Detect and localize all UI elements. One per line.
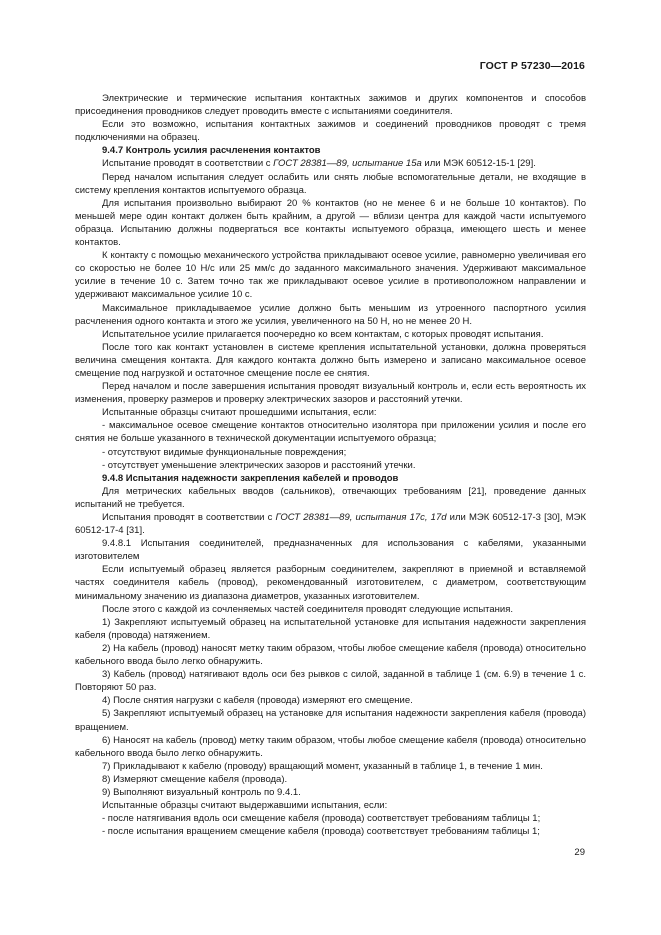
body-paragraph xyxy=(75,734,586,760)
paragraph-text: 4) После снятия нагрузки с кабеля (провода) измеряют его смещение. xyxy=(102,695,413,707)
paragraph-text: Для испытания произвольно выбирают 20 % контактов (но не менее 6 и не больше 10 контактов). По меньшей мере один контакт должен быть крайним, а другой — вблизи центра для каждой части испытуемого образца. Испытанию должны подвергаться все контакты испытуемого образца, имеющего шесть и менее контактов. xyxy=(75,197,586,249)
paragraph-text: Испытанные образцы считают прошедшими испытания, если: xyxy=(102,407,377,419)
paragraph-text: 9.4.8 Испытания надежности закрепления кабелей и проводов xyxy=(102,472,399,484)
paragraph-text: Испытания проводят в соответствии с xyxy=(102,512,276,523)
body-paragraph xyxy=(75,341,586,380)
section-heading xyxy=(75,144,586,157)
body-paragraph xyxy=(75,171,586,197)
body-paragraph xyxy=(75,249,586,301)
paragraph-text: Перед началом испытания следует ослабить или снять любые вспомогательные детали, не входящие в систему крепления контактов испытуемого образца. xyxy=(75,171,586,196)
body-paragraph xyxy=(75,406,586,419)
body-paragraph xyxy=(75,799,586,812)
body-paragraph xyxy=(75,459,586,472)
body-paragraph xyxy=(75,511,586,537)
paragraph-text: После того как контакт установлен в системе крепления испытательной установки, должна проверяться величина смещения контакта. Для каждого контакта должно быть измерено и записано максимальное осевое смещение под нагрузкой и остаточное смещение после ее снятия. xyxy=(75,341,586,379)
paragraph-text: 2) На кабель (провод) наносят метку таким образом, чтобы любое смещение кабеля (провода) относительно кабельного ввода было легко обнаружить. xyxy=(75,642,586,668)
paragraph-text: 9.4.7 Контроль усилия расчленения контактов xyxy=(102,145,321,157)
paragraph-text: После этого с каждой из сочленяемых частей соединителя проводят следующие испытания. xyxy=(102,603,514,615)
body-paragraph xyxy=(75,446,586,459)
paragraph-text: 5) Закрепляют испытуемый образец на установке для испытания надежности закрепления кабеля (провода) вращением. xyxy=(75,708,586,733)
paragraph-text: или МЭК 60512-15-1 [29]. xyxy=(421,158,536,170)
paragraph-text: или МЭК 60512-17-3 [30], МЭК 60512-17-4 [31]. xyxy=(75,512,586,537)
paragraph-text: 9) Выполняют визуальный контроль по 9.4.1. xyxy=(102,786,301,798)
paragraph-text: - после натягивания вдоль оси смещение кабеля (провода) соответствует требованиям таблицы 1; xyxy=(102,813,541,825)
body-paragraph xyxy=(75,92,586,118)
page-number: 29 xyxy=(574,847,585,858)
body-paragraph xyxy=(75,328,586,341)
paragraph-text: Для метрических кабельных вводов (сальников), отвечающих требованиям [21], проведение данных испытаний не требуется. xyxy=(75,485,586,510)
paragraph-text: Испытание проводят в соответствии с xyxy=(102,158,274,170)
body-paragraph xyxy=(75,694,586,707)
paragraph-text: - максимальное осевое смещение контактов относительно изолятора при приложении усилия и после его снятия не больше указанного в технической документации испытуемого образца; xyxy=(75,420,586,445)
reference-text: ГОСТ 28381—89, испытания 17с, 17d xyxy=(275,512,447,523)
body-paragraph xyxy=(75,537,586,563)
paragraph-text: - отсутствует уменьшение электрических зазоров и расстояний утечки. xyxy=(102,459,416,471)
body-paragraph xyxy=(75,419,586,445)
paragraph-text: Испытанные образцы считают выдержавшими испытания, если: xyxy=(102,800,388,812)
body-paragraph xyxy=(75,642,586,668)
standard-designation: ГОСТ Р 57230—2016 xyxy=(479,60,585,72)
paragraph-text: Если это возможно, испытания контактных зажимов и соединений проводников проводят с тремя подключениями на образец. xyxy=(75,119,586,144)
body-paragraph xyxy=(75,773,586,786)
paragraph-text: 9.4.8.1 Испытания соединителей, предназначенных для использования с кабелями, указанными изготовителем xyxy=(75,538,586,563)
body-paragraph xyxy=(75,668,586,694)
body-paragraph xyxy=(75,157,586,170)
body-paragraph xyxy=(75,707,586,733)
paragraph-text: - отсутствуют видимые функциональные повреждения; xyxy=(102,446,347,458)
paragraph-text: Испытательное усилие прилагается поочередно ко всем контактам, с которых проводят испытания. xyxy=(102,328,544,340)
body-paragraph xyxy=(75,197,586,249)
body-paragraph xyxy=(75,485,586,511)
document-body xyxy=(75,92,586,838)
section-heading xyxy=(75,472,586,485)
paragraph-text: 6) Наносят на кабель (провод) метку таким образом, чтобы любое смещение кабеля (провода) относительно кабельного ввода было легко обнаружить. xyxy=(75,734,586,759)
paragraph-text: Перед началом и после завершения испытания проводят визуальный контроль и, если есть вероятность их изменения, проверку размеров и проверку электрических зазоров и расстояний утечки. xyxy=(75,381,586,406)
body-paragraph xyxy=(75,786,586,799)
body-paragraph xyxy=(75,118,586,144)
paragraph-text: 3) Кабель (провод) натягивают вдоль оси без рывков с силой, заданной в таблице 1 (см. 6.9) в течение 1 с. Повторяют 50 раз. xyxy=(75,669,586,694)
body-paragraph xyxy=(75,812,586,825)
body-paragraph xyxy=(75,616,586,642)
body-paragraph xyxy=(75,380,586,406)
reference-text: ГОСТ 28381—89, испытание 15а xyxy=(273,158,422,170)
paragraph-text: 1) Закрепляют испытуемый образец на испытательной установке для испытания надежности закрепления кабеля (провода) натяжением. xyxy=(75,616,586,641)
paragraph-text: 7) Прикладывают к кабелю (проводу) вращающий момент, указанный в таблице 1, в течение 1 мин. xyxy=(102,760,543,772)
paragraph-text: Максимальное прикладываемое усилие должно быть меньшим из утроенного паспортного усилия расчленения одного контакта и этого же усилия, увеличенного на 50 Н, но не менее 20 Н. xyxy=(75,302,586,327)
body-paragraph xyxy=(75,302,586,328)
paragraph-text: К контакту с помощью механического устройства прикладывают осевое усилие, равномерно увеличивая его со скоростью не более 10 Н/с или 25 мм/с до заданного максимального значения. Удерживают максимальное усилие в течение 10 с. Затем точно так же прикладывают осевое усилие в противоположном направлении и удерживают максимальное усилие 10 с. xyxy=(75,250,586,301)
body-paragraph xyxy=(75,563,586,602)
body-paragraph xyxy=(75,760,586,773)
body-paragraph xyxy=(75,825,586,838)
body-paragraph xyxy=(75,603,586,616)
paragraph-text: Если испытуемый образец является разборным соединителем, закрепляют в приемной и вставляемой частях соединителя кабель (провод), рекомендованный изготовителем, с диаметром, соответствующим минимальному значению из диапазона диаметров, указанных изготовителем. xyxy=(75,564,586,602)
paragraph-text: Электрические и термические испытания контактных зажимов и других компонентов и способов присоединения проводников следует проводить вместе с испытаниями соединителя. xyxy=(75,93,586,118)
paragraph-text: - после испытания вращением смещение кабеля (провода) соответствует требованиям таблицы 1; xyxy=(102,826,540,838)
paragraph-text: 8) Измеряют смещение кабеля (провода). xyxy=(102,773,288,785)
